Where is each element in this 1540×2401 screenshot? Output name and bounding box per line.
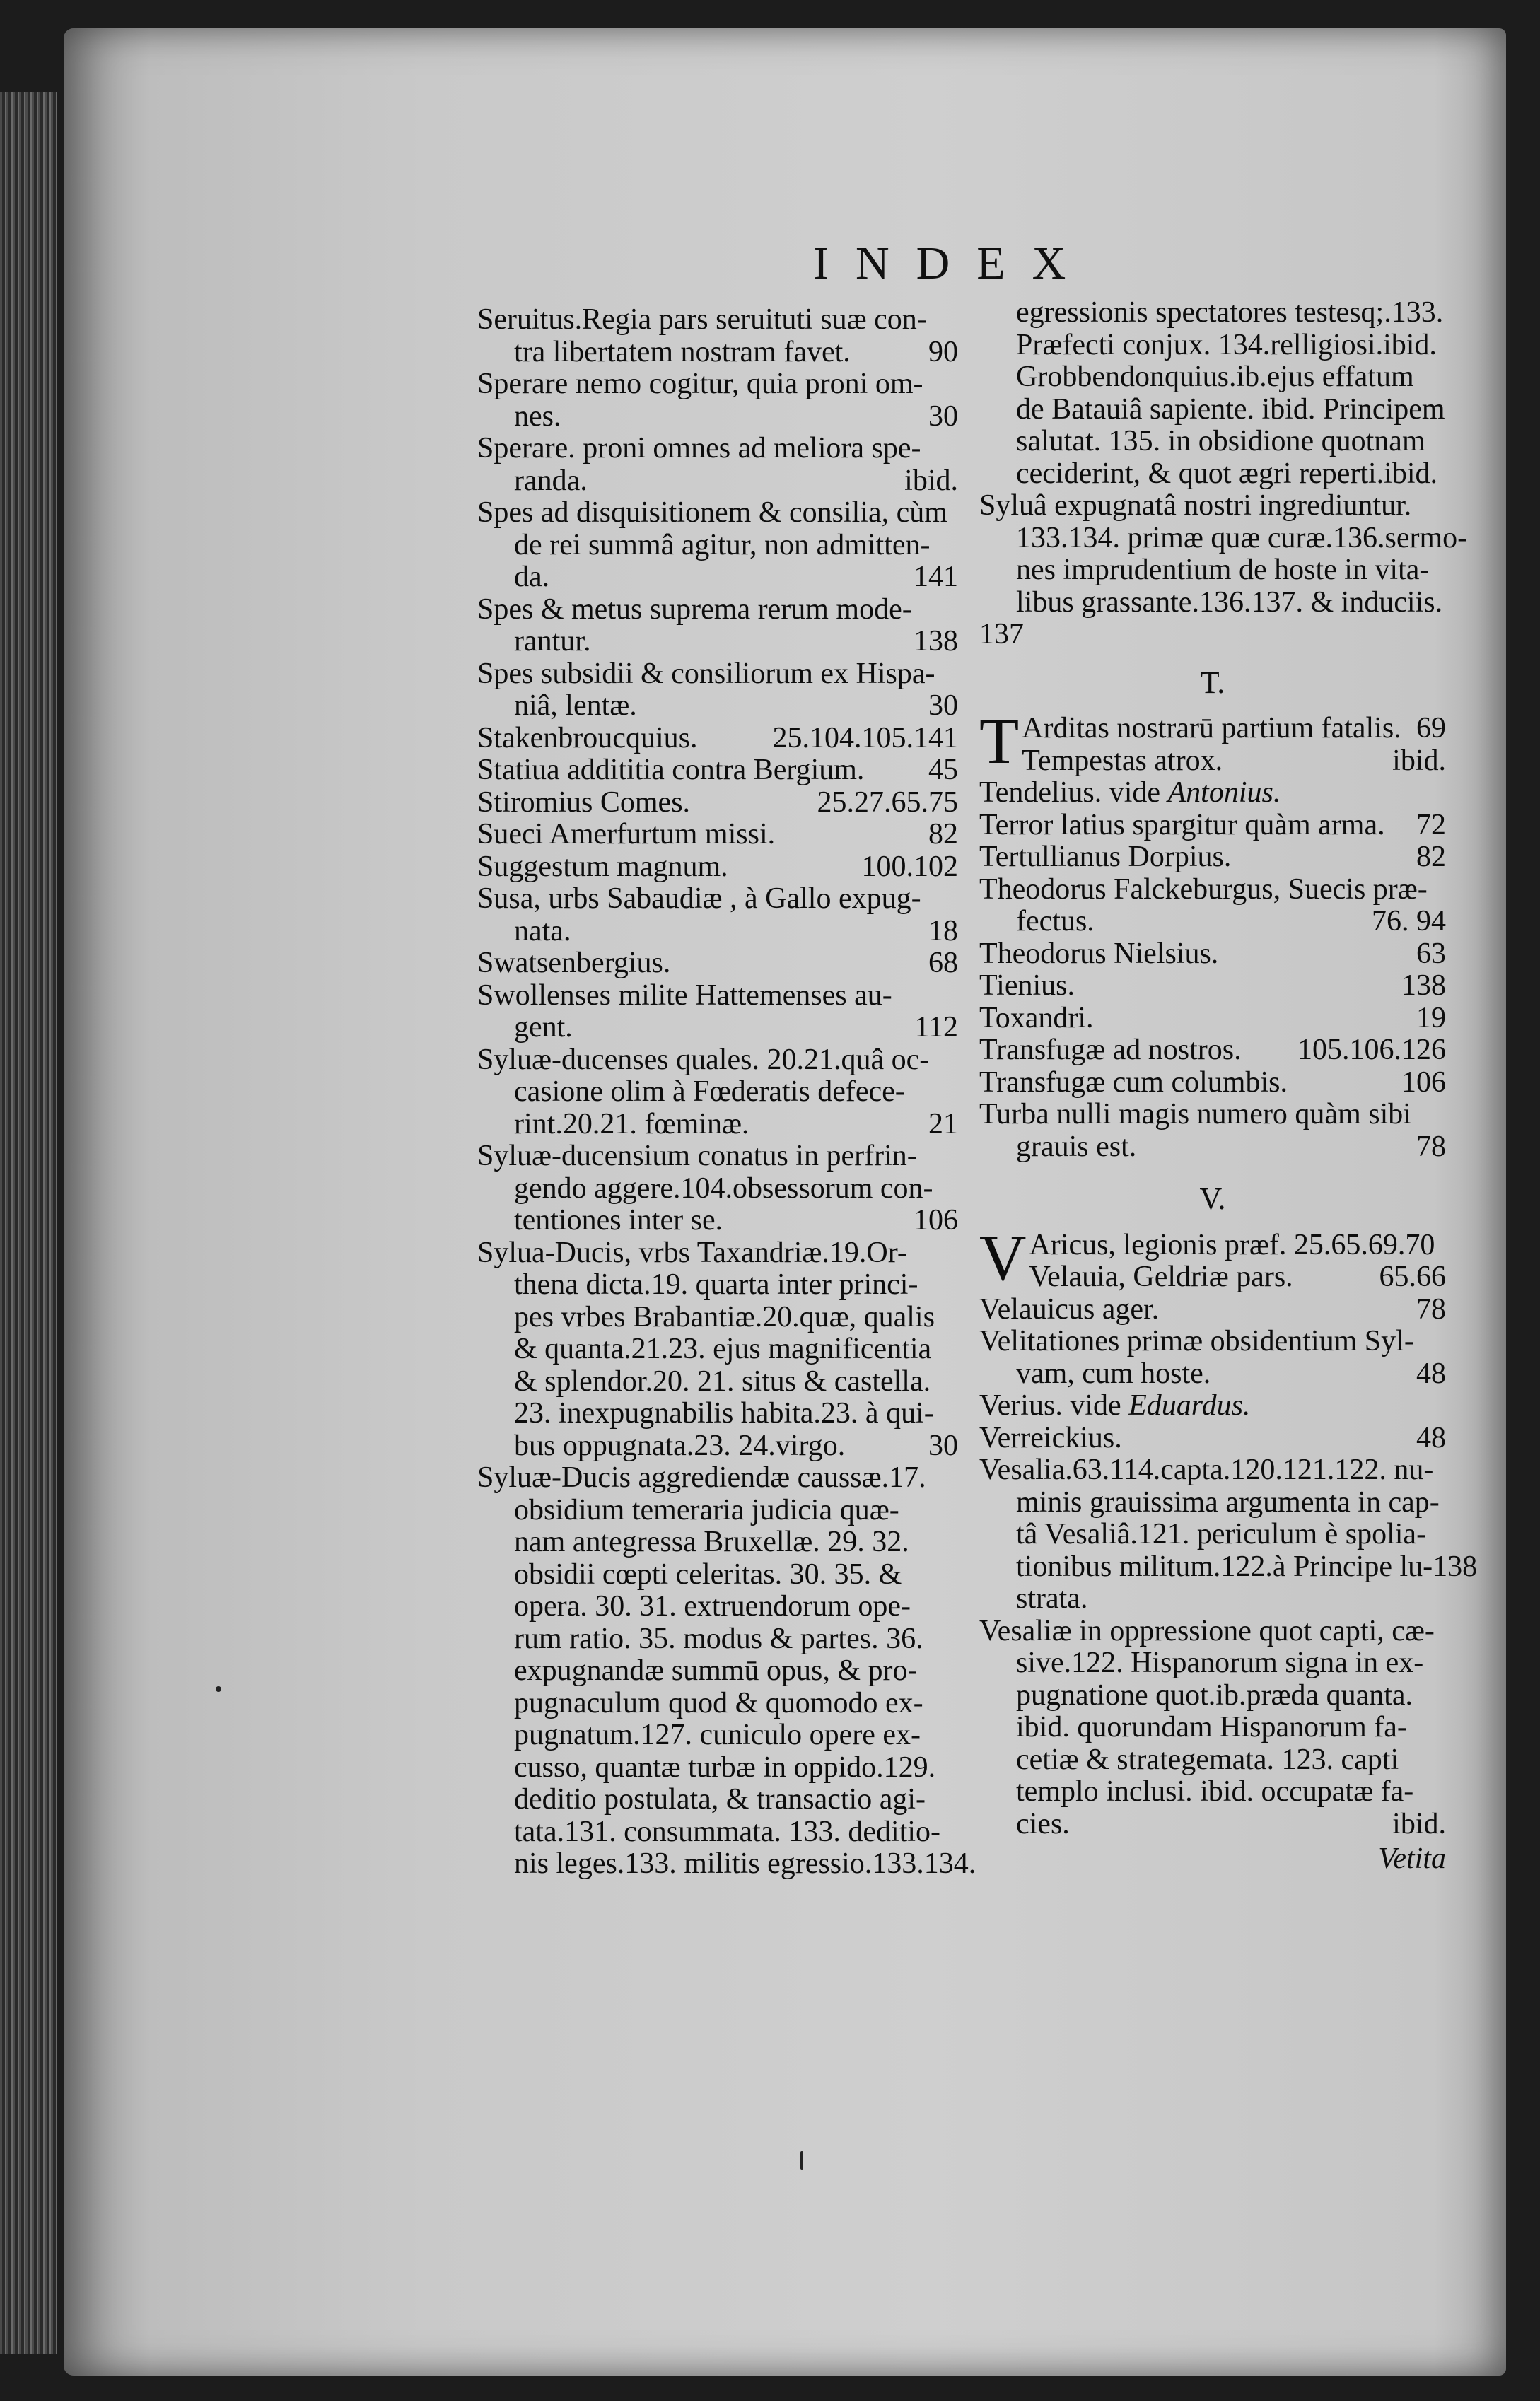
index-line-text: pugnatione quot.ib.præda quanta. [1016,1678,1413,1712]
index-line-text: gent. [514,1011,573,1044]
index-line-text: nes. [514,399,561,433]
index-line-text: Transfugæ ad nostros. [979,1034,1242,1066]
index-entry [477,1140,958,1237]
index-line-page-ref: 112 [914,1011,958,1044]
index-line [979,1809,1446,1841]
index-line-page-ref: 25.104.105.141 [772,721,958,754]
index-line-text: Theodorus Nielsius. [979,937,1219,970]
index-line-text: Vesaliæ in oppressione quot capti, cæ- [979,1614,1435,1647]
index-line-page-ref: 30 [928,399,958,433]
index-line-text: nis leges.133. militis egressio.133.134. [514,1847,976,1880]
index-line-text: Sperare nemo cogitur, quia proni om- [477,368,923,400]
index-line [477,1462,958,1495]
index-line-text: 137 [979,618,1024,650]
index-line-text: cusso, quantæ turbæ in oppido.129. [514,1751,936,1784]
index-line [979,329,1446,362]
index-line-text: Tempestas atrox. [1022,744,1223,777]
index-line [477,1784,958,1816]
index-line-text: Syluæ-Ducis aggrediendæ caussæ.17. [477,1461,926,1494]
index-line [979,1744,1446,1777]
section-v-entries [979,1292,1478,1841]
index-line [1029,1229,1446,1262]
index-line-text: opera. 30. 31. extruendorum ope- [514,1590,911,1623]
index-entry [979,841,1446,874]
index-line-text: & quanta.21.23. ejus magnificentia [514,1333,932,1365]
index-line-text: de Batauiâ sapiente. ibid. Principem [1016,392,1445,426]
index-line-text: fectus. [1016,905,1095,937]
index-line-text: Verius. vide Eduardus. [979,1389,1251,1422]
index-line [477,433,958,465]
index-line-text: Velauicus ager. [979,1292,1160,1326]
index-entry [979,1390,1446,1423]
index-entry [477,851,958,884]
index-line-page-ref: 68 [928,947,958,979]
index-line [477,530,958,562]
index-line-page-ref: 78 [1416,1130,1446,1163]
left-index-column [477,303,976,1881]
index-line [477,851,958,884]
index-line-text: Toxandri. [979,1001,1094,1034]
section-heading-t: T. [1200,665,1225,700]
continued-entry-sylua-ducis [979,297,1446,490]
index-line-text: Arditas nostrarū partium fatalis. [1022,713,1401,744]
index-line-page-ref: 18 [928,914,958,947]
index-line-text: Grobbendonquius.ib.ejus effatum [1016,361,1414,393]
index-line-page-ref: 138 [914,625,958,658]
index-line [477,626,958,658]
index-line-text: vam, cum hoste. [1016,1357,1211,1390]
index-line-text: Stakenbroucquius. [477,721,698,754]
index-line [477,754,958,787]
index-entry [477,1461,976,1881]
index-entry [477,947,958,980]
index-line [979,1034,1446,1067]
index-line-text: obsidii cœpti celeritas. 30. 35. & [514,1558,902,1591]
index-line [979,1647,1446,1680]
index-line-page-ref: 69 [1416,713,1446,744]
index-line [477,1140,958,1173]
index-line [979,361,1446,394]
index-line [979,1712,1446,1744]
index-line [1022,745,1446,778]
ink-speck [216,1686,221,1692]
index-line [477,980,958,1012]
index-line [477,1237,958,1270]
index-line-text: rum ratio. 35. modus & partes. 36. [514,1622,923,1655]
index-line [979,1776,1446,1809]
index-line-text: 23. inexpugnabilis habita.23. à qui- [514,1397,934,1430]
index-line-text: Spes subsidii & consiliorum ex Hispa- [477,657,935,690]
index-line [979,1358,1446,1391]
index-line [979,1423,1446,1455]
index-line-text: Præfecti conjux. 134.relligiosi.ibid. [1016,328,1437,361]
index-line-text: tentiones inter se. [514,1204,723,1237]
index-line-text: libus grassante.136.137. & induciis. [1016,585,1443,619]
index-line [979,521,1468,555]
index-line-text: Syluæ-ducenses quales. 20.21.quâ oc- [477,1043,930,1076]
index-line [477,1109,958,1141]
index-line-text: Statiua addititia contra Bergium. [477,754,865,786]
index-line-text: Spes & metus suprema rerum mode- [477,592,912,626]
index-line-page-ref: 45 [928,754,958,786]
index-line-text: salutat. 135. in obsidione quotnam [1016,425,1425,457]
index-line-page-ref: 48 [1416,1421,1446,1454]
index-line [979,1003,1446,1035]
index-line-text: bus oppugnata.23. 24.virgo. [514,1429,846,1462]
index-line-text: Syluæ-ducensium conatus in perfrin- [477,1140,917,1172]
index-entry [979,1454,1478,1616]
index-line-text: pugnaculum quod & quomodo ex- [514,1686,923,1719]
index-line [477,594,958,626]
index-line [979,554,1446,587]
index-line [477,1495,958,1527]
index-line [477,1205,958,1237]
index-line [477,1847,976,1881]
index-line-page-ref: 63 [1416,937,1446,970]
index-entry [979,1099,1446,1163]
index-line-text: grauis est. [1016,1130,1137,1163]
index-line-text: Sylua-Ducis, vrbs Taxandriæ.19.Or- [477,1236,907,1269]
index-line [477,916,958,948]
index-line-page-ref: 100.102 [861,850,958,883]
index-line-page-ref: 19 [1416,1001,1446,1034]
index-line-text: Seruitus.Regia pars seruituti suæ con- [477,303,927,336]
index-line-text: pugnatum.127. cuniculo opere ex- [514,1719,921,1751]
index-line [1022,713,1446,745]
index-entry [477,497,958,594]
index-line [477,1269,958,1302]
index-line-text: pes vrbes Brabantiæ.20.quæ, qualis [514,1300,935,1333]
index-line [979,906,1446,938]
index-line-text: Turba nulli magis numero quàm sibi [979,1098,1411,1131]
index-line [979,841,1446,874]
index-line-text: rint.20.21. fœminæ. [514,1107,749,1140]
index-line-page-ref: 82 [1416,841,1446,873]
index-entry [979,1034,1446,1067]
index-line-text: niâ, lentæ. [514,689,637,722]
index-line-text: Vesalia.63.114.capta.120.121.122. nu- [979,1454,1434,1486]
index-line [477,1366,958,1398]
index-line-text: & splendor.20. 21. situs & castella. [514,1365,931,1398]
index-line-text: da. [514,561,550,593]
index-line-text: nes imprudentium de hoste in vita- [1016,554,1430,586]
index-line-text: Verreickius. [979,1421,1122,1454]
index-entry [979,777,1446,810]
index-line-text: minis grauissima argumenta in cap- [1016,1485,1440,1519]
index-line [477,368,958,401]
index-line [477,1752,958,1784]
index-entry [477,658,958,723]
index-line [477,1398,958,1430]
index-line-text: ceciderint, & quot ægri reperti.ibid. [1016,457,1437,490]
index-line-text: tâ Vesaliâ.121. periculum è spolia- [1016,1518,1427,1550]
index-line [477,883,958,916]
index-line [477,723,958,755]
index-entry [979,970,1446,1003]
catchword: Vetita [1378,1842,1446,1875]
index-line [477,658,958,691]
index-line-text: rantur. [514,625,591,658]
index-line-text: Suggestum magnum. [477,850,728,883]
index-line-page-ref: ibid. [1392,744,1446,777]
index-entry [477,883,958,947]
index-entry [477,594,958,658]
right-index-column [979,296,1478,1876]
index-entry [979,1423,1446,1455]
index-line [979,1680,1446,1712]
index-entry [979,874,1446,938]
index-line [979,1583,1446,1616]
index-line-page-ref: 48 [1416,1357,1446,1390]
section-t-first-entries [979,713,1446,777]
index-line [477,1076,958,1109]
index-line [979,1131,1446,1164]
index-line [979,1519,1446,1551]
index-line-page-ref: 76. 94 [1372,905,1446,937]
index-line [1029,1261,1446,1294]
index-line-text: templo inclusi. ibid. occupatæ fa- [1016,1775,1414,1808]
index-entry [477,754,958,787]
index-line [979,1487,1446,1519]
index-line-page-ref: 30 [928,689,958,722]
index-line-page-ref: 82 [928,818,958,851]
index-line-text: Tertullianus Dorpius. [979,841,1232,873]
index-line-text: thena dicta.19. quarta inter princi- [514,1268,918,1301]
index-line [477,819,958,851]
index-entry [979,938,1446,971]
index-line [477,1623,958,1656]
index-line-text: cetiæ & strategemata. 123. capti [1016,1743,1399,1776]
index-line [979,1099,1446,1131]
index-line-text: casione olim à Fœderatis defece- [514,1075,905,1108]
index-entry [979,1326,1446,1390]
index-line [979,777,1446,810]
drop-cap-t: T [979,713,1020,777]
index-line [477,1559,958,1591]
index-line [979,1454,1446,1487]
index-line [979,970,1446,1003]
drop-cap-v: V [979,1229,1027,1294]
index-line-text: de rei summâ agitur, non admitten- [514,528,931,561]
index-line-italic: Eduardus. [1128,1389,1251,1422]
index-line-text: Swollenses milite Hattemenses au- [477,978,892,1012]
index-line-page-ref: 30 [928,1429,958,1462]
index-line-text: deditio postulata, & transactio agi- [514,1783,926,1816]
section-t-entries [979,777,1446,1163]
index-entry [477,1044,958,1141]
page-header-index: INDEX [813,238,1093,289]
index-line-text: Terror latius spargitur quàm arma. [979,808,1385,841]
index-line [477,1044,958,1077]
index-line-text: tata.131. consummata. 133. deditio- [514,1815,941,1848]
index-line-text: sive.122. Hispanorum signa in ex- [1016,1647,1424,1679]
index-line [979,938,1446,971]
index-line-page-ref: 138 [1433,1550,1478,1583]
index-line [979,1550,1478,1584]
index-line-text: Sueci Amerfurtum missi. [477,818,776,851]
index-entry [979,810,1446,842]
index-line [979,810,1446,842]
index-line-page-ref: 21 [928,1107,958,1140]
index-line-page-ref: 25.27.65.75 [817,785,958,819]
index-line-page-ref: ibid. [1392,1807,1446,1840]
index-line [979,874,1446,906]
index-line [979,297,1446,329]
index-line-text: Theodorus Falckeburgus, Suecis præ- [979,872,1428,906]
index-line [979,394,1446,426]
index-entry [477,368,958,433]
index-line-text: Tienius. [979,969,1075,1002]
index-line [477,1655,958,1688]
index-line-text: randa. [514,464,588,497]
index-line [477,1591,958,1623]
index-entry [979,1294,1446,1326]
index-line [979,1294,1446,1326]
index-line-text: tra libertatem nostram favet. [514,335,851,368]
index-line-text: Susa, urbs Sabaudiæ , à Gallo expug- [477,882,921,915]
index-line-text: gendo aggere.104.obsessorum con- [514,1172,933,1205]
index-line [979,619,1446,651]
index-line [477,497,958,530]
index-line-text: Sperare. proni omnes ad meliora spe- [477,432,921,465]
index-line [477,1302,958,1334]
index-line [979,1067,1446,1099]
index-line [477,1688,958,1720]
index-line-page-ref: 78 [1416,1292,1446,1326]
index-line-page-ref: 106 [914,1204,958,1237]
index-line [477,1719,958,1752]
index-line-page-ref: ibid. [904,464,958,497]
index-line-text: nam antegressa Bruxellæ. 29. 32. [514,1526,909,1558]
index-line-text: Syluâ expugnatâ nostri ingrediuntur. [979,489,1412,522]
index-line [477,337,958,369]
index-line [979,1390,1446,1423]
index-line-text: Aricus, legionis præf. 25.65.69.70 [1029,1229,1435,1261]
section-v-first-entries [979,1229,1446,1294]
index-line-page-ref: 72 [1416,808,1446,841]
index-line [477,1333,958,1366]
index-entry [477,980,958,1044]
index-line-text: Stiromius Comes. [477,785,691,819]
index-line-text: Velitationes primæ obsidentium Syl- [979,1325,1414,1357]
index-line-text: ibid. quorundam Hispanorum fa- [1016,1711,1407,1743]
index-line-text: Transfugæ cum columbis. [979,1065,1288,1099]
index-entry [477,723,958,755]
index-line [477,1816,958,1849]
index-line [979,1616,1446,1648]
index-line [477,1526,958,1559]
index-line [979,490,1446,522]
index-line-text: strata. [1016,1582,1088,1615]
index-entry-sylua-expugnata [979,489,1468,651]
index-entry [979,1003,1446,1035]
index-entry [477,433,958,497]
index-line-text: Tendelius. vide Antonius. [979,776,1281,809]
index-line [477,787,958,819]
index-line-page-ref: 105.106.126 [1297,1034,1446,1066]
index-line-text: Velauia, Geldriæ pars. [1029,1261,1293,1293]
index-line-page-ref: 106 [1401,1065,1446,1099]
index-line-text: nata. [514,914,571,947]
index-line [979,587,1446,619]
index-line [979,1326,1446,1358]
index-entry [979,1067,1446,1099]
index-line-text: cies. [1016,1807,1070,1840]
index-line [979,426,1446,458]
index-line [477,690,958,723]
index-line [477,1012,958,1044]
index-line [477,401,958,433]
index-line-text: Spes ad disquisitionem & consilia, cùm [477,496,947,529]
index-line-text: egressionis spectatores testesq;.133. [1016,296,1444,329]
index-entry [477,1237,958,1463]
index-line-text: 133.134. primæ quæ curæ.136.sermo- [1016,521,1468,554]
index-line-text: tionibus militum.122.à Principe lu- [1016,1550,1433,1583]
index-line [477,1430,958,1463]
index-line-text: Swatsenbergius. [477,947,671,979]
index-line-page-ref: 65.66 [1379,1261,1446,1293]
index-line [979,458,1446,491]
index-line-page-ref: 90 [928,335,958,368]
index-entry [477,819,958,851]
book-spine-edges [0,92,57,2354]
index-line-page-ref: 141 [914,561,958,593]
index-line [477,465,958,498]
index-line [477,304,958,337]
index-entry [979,1616,1446,1841]
index-entry [477,304,958,368]
ink-mark [800,2151,803,2170]
index-line [477,947,958,980]
index-line-text: obsidium temeraria judicia quæ- [514,1493,899,1526]
index-line [477,561,958,594]
index-entry [477,787,958,819]
index-line [477,1173,958,1205]
section-heading-v: V. [1199,1181,1226,1216]
index-line-page-ref: 138 [1401,969,1446,1002]
index-line-text: expugnandæ summū opus, & pro- [514,1654,918,1687]
index-line-italic: Antonius. [1167,776,1281,809]
